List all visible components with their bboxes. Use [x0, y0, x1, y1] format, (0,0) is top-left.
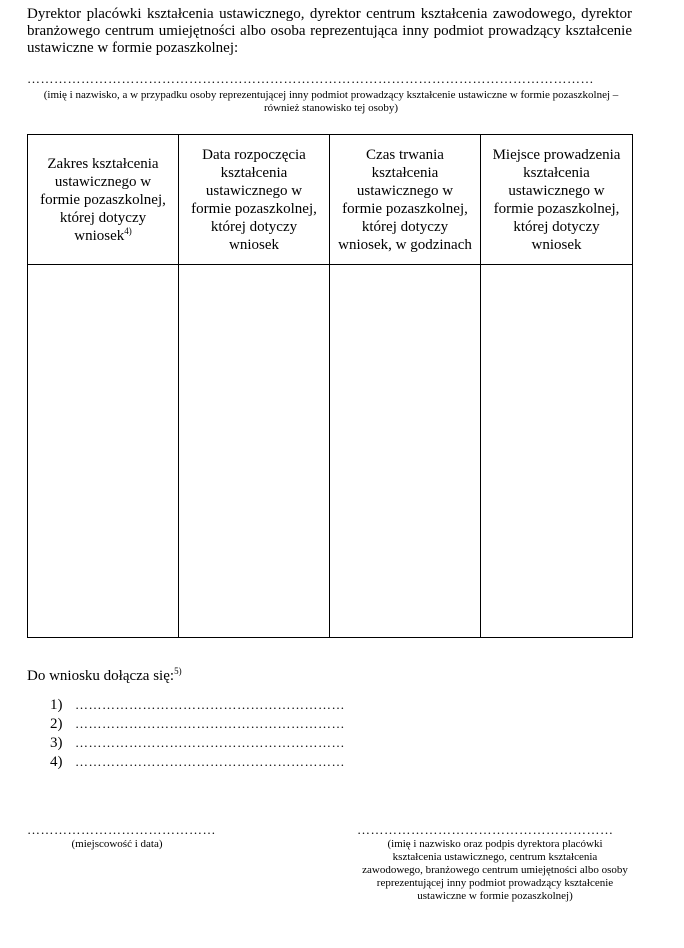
footnote-ref-4: 4): [124, 225, 132, 236]
attachment-number: 4): [50, 754, 63, 770]
cell-scope[interactable]: [28, 265, 179, 638]
attachments-title: Do wniosku dołącza się:$^{5)}$: [27, 666, 182, 684]
column-header-location: Miejsce prowadzenia kształcenia ustawicznego w formie pozaszkolnej, której dotyczy wniosek: [481, 135, 633, 265]
name-fill-line[interactable]: ………………………………………………………………………………………………………………: [27, 71, 594, 86]
attachment-item: [50, 754, 345, 771]
attachment-item: [50, 697, 345, 714]
cell-duration[interactable]: [330, 265, 481, 638]
attachment-item: [50, 735, 345, 752]
attachment-fill-line[interactable]: ……………………………………………………: [75, 697, 345, 712]
table-header-row: [28, 135, 633, 265]
name-caption: (imię i nazwisko, a w przypadku osoby reprezentującej inny podmiot prowadzący kształcenie ustawiczne w formie pozaszkolnej – również stanowisko tej osoby): [43, 89, 619, 114]
attachment-item: [50, 716, 345, 733]
signature-caption: (imię i nazwisko oraz podpis dyrektora placówki kształcenia ustawicznego, centrum kształcenia zawodowego, branżowego centrum umiejętności albo osoby reprezentującej inny podmiot prowadzący kształcenie ustawiczne w formie pozaszkolnej): [362, 838, 628, 902]
attachment-fill-line[interactable]: ……………………………………………………: [75, 754, 345, 769]
cell-location[interactable]: [481, 265, 633, 638]
footnote-ref-5: 5): [174, 666, 182, 676]
attachment-number: 3): [50, 735, 63, 751]
place-date-caption: (miejscowość i data): [71, 838, 163, 850]
cell-start-date[interactable]: [179, 265, 330, 638]
column-header-start-date: Data rozpoczęcia kształcenia ustawicznego w formie pozaszkolnej, której dotyczy wniosek: [179, 135, 330, 265]
attachment-number: 1): [50, 697, 63, 713]
attachment-number: 2): [50, 716, 63, 732]
place-date-fill-line[interactable]: ……………………………………: [27, 822, 216, 837]
attachment-fill-line[interactable]: ……………………………………………………: [75, 716, 345, 731]
intro-paragraph: Dyrektor placówki kształcenia ustawicznego, dyrektor centrum kształcenia zawodowego, dyrektor branżowego centrum umiejętności albo osoba reprezentująca inny podmiot prowadzący kształcenie ustawiczne w formie pozaszkolnej:: [27, 6, 632, 56]
column-header-scope: Zakres kształcenia ustawicznego w formie pozaszkolnej, której dotyczy wniosek$^{4)}$: [28, 135, 179, 265]
training-table: [27, 134, 633, 638]
table-row: [28, 265, 633, 638]
signature-fill-line[interactable]: …………………………………………………: [357, 822, 614, 837]
attachment-fill-line[interactable]: ……………………………………………………: [75, 735, 345, 750]
column-header-duration: Czas trwania kształcenia ustawicznego w formie pozaszkolnej, której dotyczy wniosek, w godzinach: [330, 135, 481, 265]
